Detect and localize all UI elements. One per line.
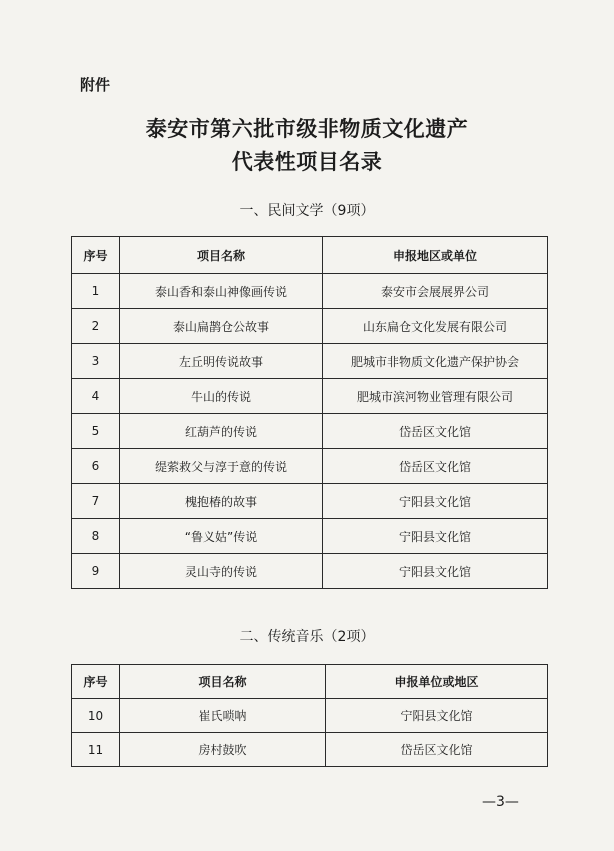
table-row — [72, 449, 548, 484]
page-number: —3— — [482, 794, 519, 810]
table-row — [72, 484, 548, 519]
row-index: 2 — [72, 309, 120, 344]
row-applicant: 肥城市非物质文化遗产保护协会 — [323, 344, 548, 379]
table-row — [72, 519, 548, 554]
row-applicant: 肥城市滨河物业管理有限公司 — [323, 379, 548, 414]
row-applicant: 宁阳县文化馆 — [323, 484, 548, 519]
table-row — [72, 274, 548, 309]
document-title-line1: 泰安市第六批市级非物质文化遗产 — [145, 116, 469, 141]
row-index: 4 — [72, 379, 120, 414]
table-header-row — [72, 665, 548, 699]
section1-heading: 一、民间文学（9项） — [239, 203, 375, 219]
row-applicant: 岱岳区文化馆 — [323, 414, 548, 449]
header-index: 序号 — [72, 665, 120, 699]
section2-heading: 二、传统音乐（2项） — [239, 629, 375, 645]
row-index: 10 — [72, 699, 120, 733]
traditional-music-table — [71, 664, 548, 767]
row-project-name: 红葫芦的传说 — [120, 414, 323, 449]
row-index: 6 — [72, 449, 120, 484]
header-index: 序号 — [72, 237, 120, 274]
row-index: 9 — [72, 554, 120, 589]
row-applicant: 宁阳县文化馆 — [323, 519, 548, 554]
header-project-name: 项目名称 — [120, 665, 326, 699]
table-row — [72, 554, 548, 589]
table-header-row — [72, 237, 548, 274]
row-index: 5 — [72, 414, 120, 449]
row-index: 1 — [72, 274, 120, 309]
header-applicant: 申报地区或单位 — [323, 237, 548, 274]
row-index: 3 — [72, 344, 120, 379]
table-row — [72, 344, 548, 379]
row-index: 8 — [72, 519, 120, 554]
row-project-name: 房村鼓吹 — [120, 733, 326, 767]
row-project-name: 灵山寺的传说 — [120, 554, 323, 589]
header-applicant: 申报单位或地区 — [326, 665, 548, 699]
table-row — [72, 414, 548, 449]
row-project-name: 缇萦救父与淳于意的传说 — [120, 449, 323, 484]
row-project-name: 左丘明传说故事 — [120, 344, 323, 379]
table-row — [72, 379, 548, 414]
folk-literature-table — [71, 236, 548, 589]
row-applicant: 岱岳区文化馆 — [326, 733, 548, 767]
row-project-name: 槐抱椿的故事 — [120, 484, 323, 519]
table-row — [72, 699, 548, 733]
document-title-line2: 代表性项目名录 — [231, 149, 383, 174]
table-row — [72, 733, 548, 767]
row-index: 11 — [72, 733, 120, 767]
row-project-name: 牛山的传说 — [120, 379, 323, 414]
row-project-name: 崔氏唢呐 — [120, 699, 326, 733]
attachment-label: 附件 — [80, 76, 111, 94]
row-project-name: 泰山香和泰山神像画传说 — [120, 274, 323, 309]
row-applicant: 山东扁仓文化发展有限公司 — [323, 309, 548, 344]
row-applicant: 宁阳县文化馆 — [323, 554, 548, 589]
row-index: 7 — [72, 484, 120, 519]
header-project-name: 项目名称 — [120, 237, 323, 274]
row-applicant: 岱岳区文化馆 — [323, 449, 548, 484]
row-applicant: 宁阳县文化馆 — [326, 699, 548, 733]
row-applicant: 泰安市会展展界公司 — [323, 274, 548, 309]
table-row — [72, 309, 548, 344]
row-project-name: 泰山扁鹊仓公故事 — [120, 309, 323, 344]
row-project-name: “鲁义姑”传说 — [120, 519, 323, 554]
